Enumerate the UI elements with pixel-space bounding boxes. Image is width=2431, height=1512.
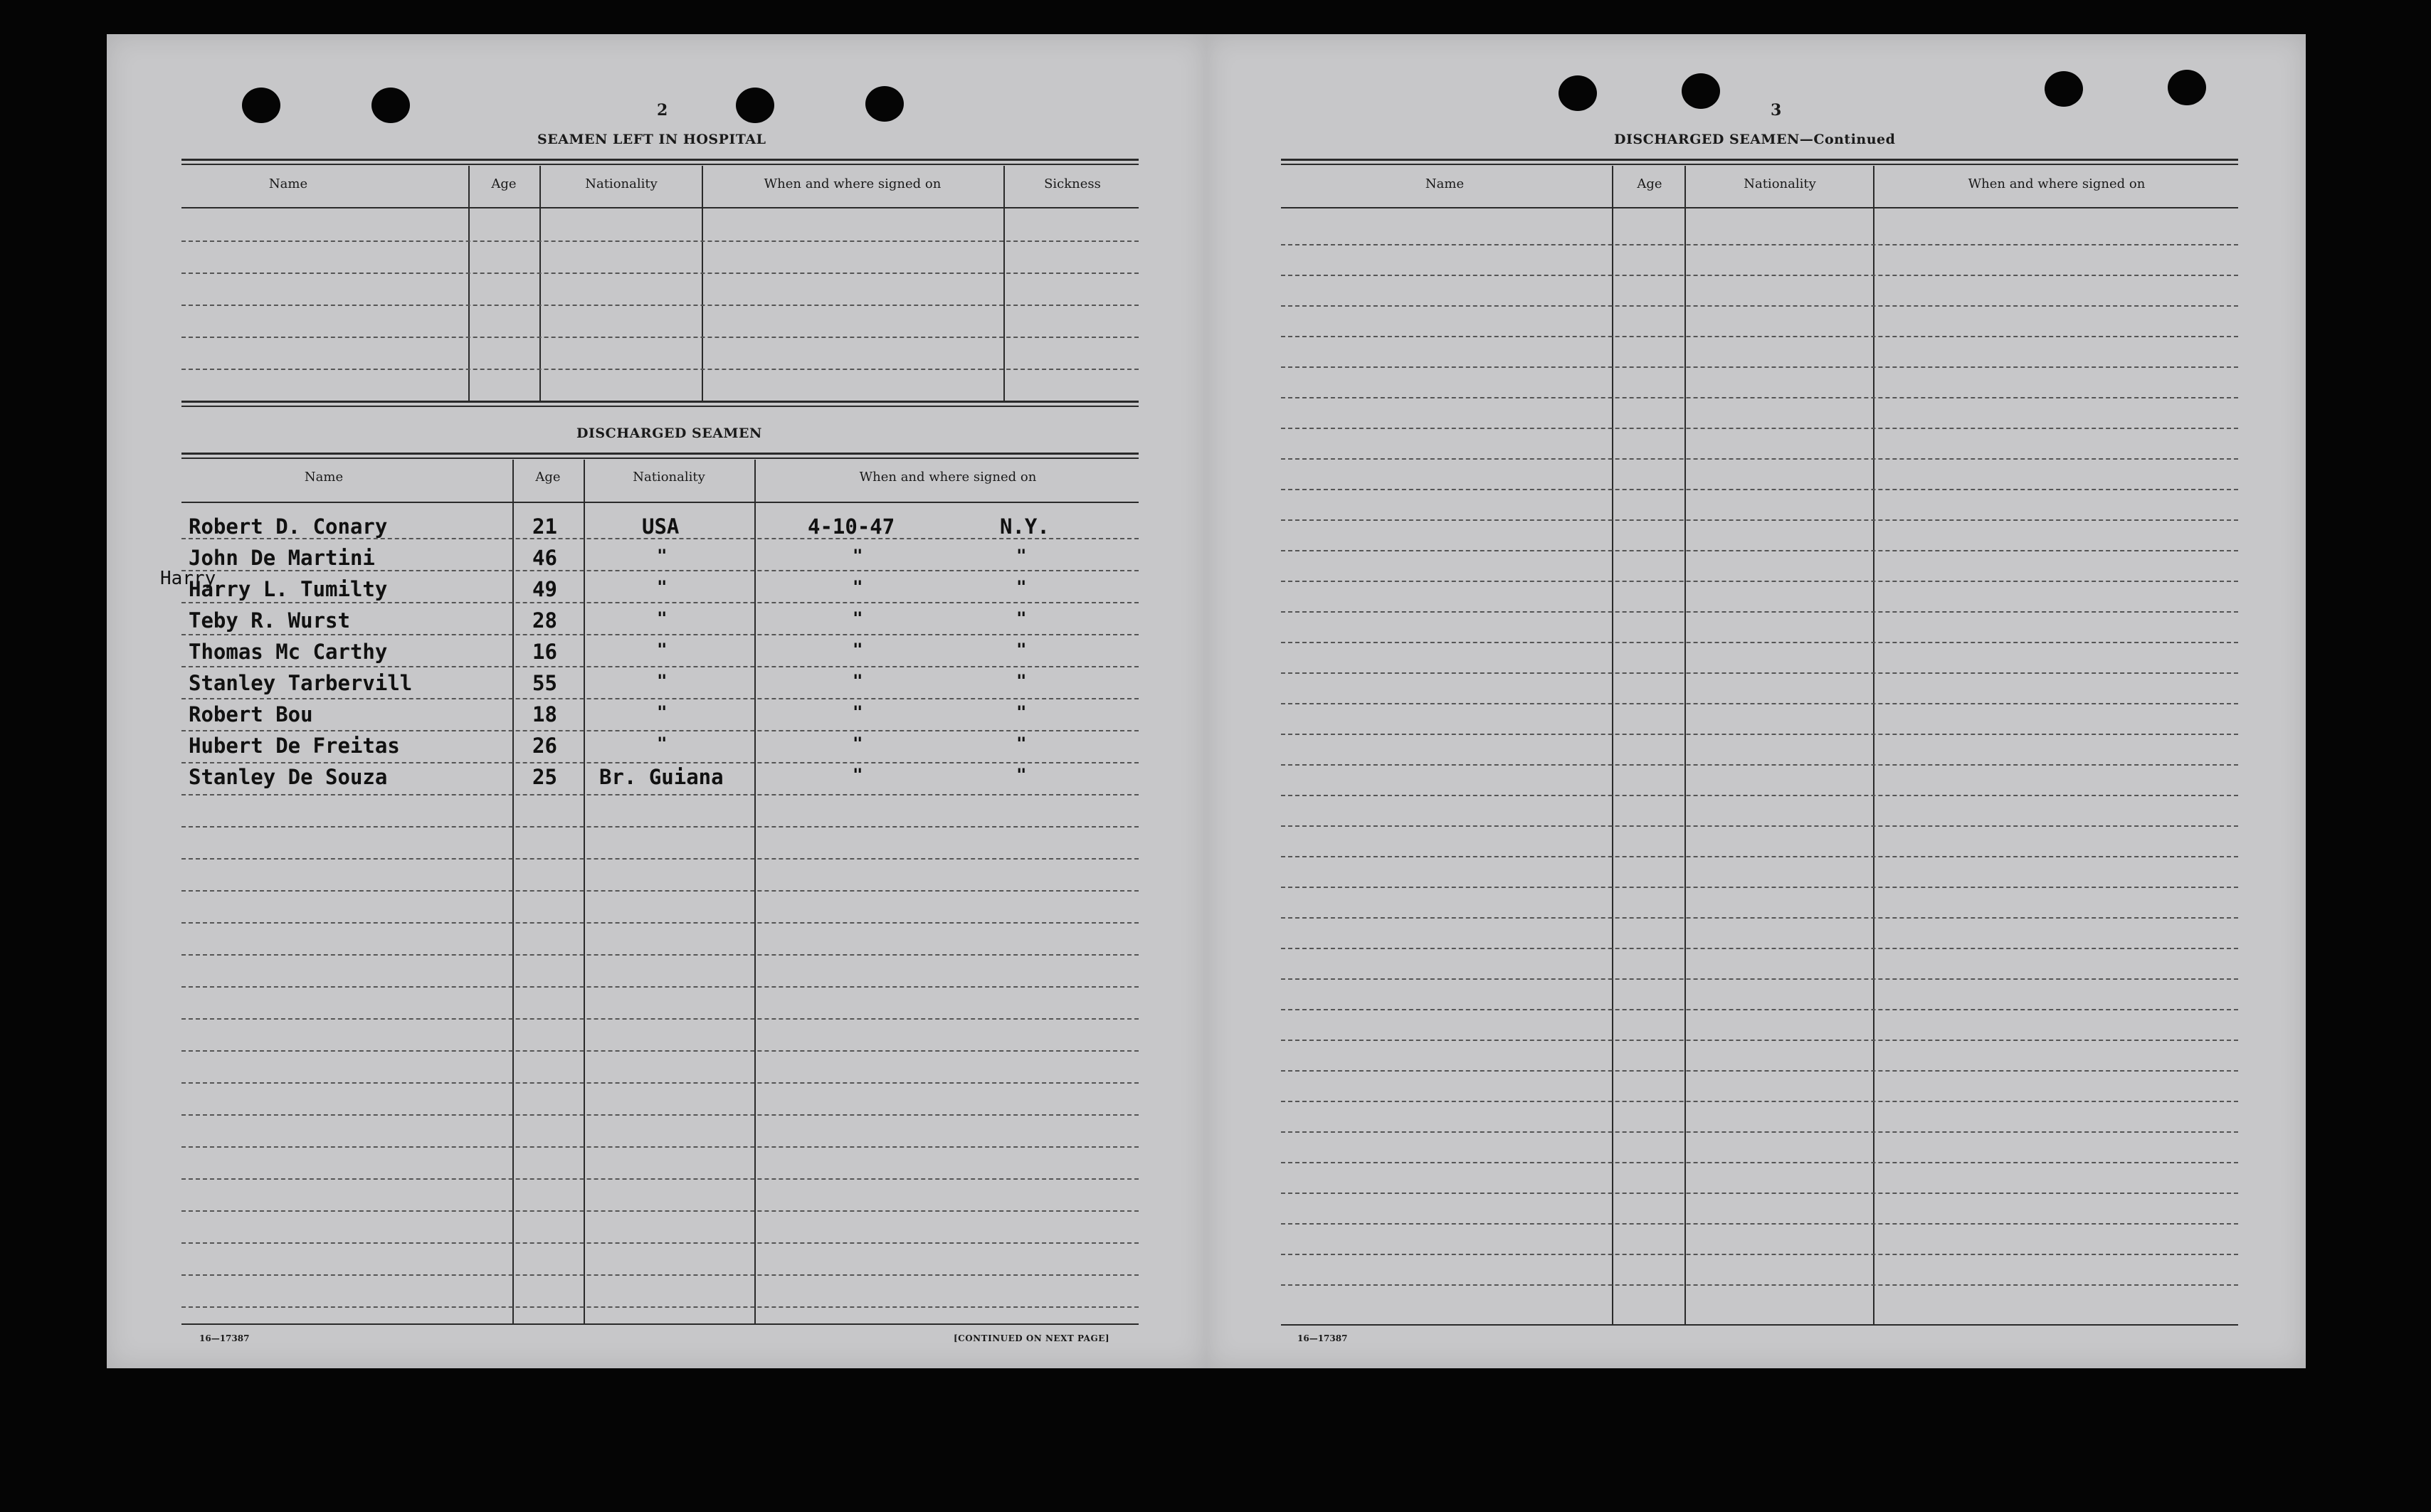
ruled-row [1281, 1101, 2238, 1102]
ruled-row [1281, 1193, 2238, 1194]
ruled-row [181, 762, 1139, 763]
ruled-row [181, 922, 1139, 924]
entry-age: 28 [532, 608, 557, 633]
col-header-name: Name [1425, 176, 1465, 191]
ruled-row [181, 337, 1139, 338]
ruled-row [1281, 336, 2238, 337]
ruled-row [181, 730, 1139, 731]
col-divider [1612, 166, 1613, 1326]
ruled-row [181, 305, 1139, 306]
ruled-row [1281, 458, 2238, 460]
entry-name: Stanley Tarbervill [189, 671, 413, 695]
entry-age: 46 [532, 546, 557, 570]
hospital-section-title: SEAMEN LEFT IN HOSPITAL [537, 132, 766, 147]
ruled-row [181, 1082, 1139, 1084]
col-header-age: Age [535, 470, 561, 485]
entry-age: 25 [532, 765, 557, 789]
ruled-row [1281, 795, 2238, 796]
punch-hole [1682, 73, 1720, 109]
entry-name: Thomas Mc Carthy [189, 640, 388, 664]
page-number: 2 [657, 101, 668, 120]
entry-date: " [853, 577, 863, 597]
ruled-row [1281, 550, 2238, 551]
entry-nationality: " [657, 671, 668, 691]
ruled-row [1281, 611, 2238, 613]
col-header-sickness: Sickness [1044, 176, 1101, 191]
table-rule [181, 401, 1139, 403]
punch-hole [371, 88, 410, 123]
col-header-age: Age [1637, 176, 1662, 191]
ruled-row [181, 954, 1139, 956]
entry-place: " [1016, 734, 1027, 754]
ruled-row [1281, 1070, 2238, 1072]
table-rule [1281, 164, 2238, 165]
ruled-row [181, 602, 1139, 603]
entry-date: " [853, 546, 863, 566]
entry-place: " [1016, 608, 1027, 628]
entry-nationality: " [657, 577, 668, 597]
ruled-row [181, 1242, 1139, 1244]
col-divider [539, 166, 541, 401]
ruled-row [1281, 1162, 2238, 1163]
entry-age: 21 [532, 514, 557, 539]
ruled-row [1281, 1131, 2238, 1133]
col-header-nationality: Nationality [585, 176, 658, 191]
ruled-row [181, 369, 1139, 370]
entry-nationality: " [657, 546, 668, 566]
ruled-row [181, 794, 1139, 795]
continued-section-title [1614, 132, 1895, 147]
ruled-row [1281, 764, 2238, 766]
col-header-nationality: Nationality [1744, 176, 1816, 191]
left-page [107, 34, 1206, 1368]
table-rule [181, 164, 1139, 165]
ruled-row [181, 1050, 1139, 1052]
table-rule [181, 1323, 1139, 1325]
entry-age: 49 [532, 577, 557, 601]
ruled-row [181, 1146, 1139, 1148]
ruled-row [181, 1114, 1139, 1116]
entry-age: 55 [532, 671, 557, 695]
entry-name: John De Martini [189, 546, 375, 570]
col-divider [468, 166, 470, 401]
ruled-row [181, 240, 1139, 242]
entry-place: " [1016, 765, 1027, 785]
entry-nationality: " [657, 640, 668, 660]
ruled-row [1281, 642, 2238, 643]
entry-age: 18 [532, 702, 557, 726]
punch-hole [865, 86, 904, 122]
ruled-row [181, 1274, 1139, 1276]
entry-place: " [1016, 546, 1027, 566]
ruled-row [1281, 1254, 2238, 1255]
table-rule [181, 159, 1139, 161]
ruled-row [181, 986, 1139, 988]
form-number: 16—17387 [199, 1333, 250, 1343]
col-header-signed-on: When and where signed on [1968, 176, 2146, 191]
col-divider [1684, 166, 1686, 1326]
table-rule [181, 458, 1139, 459]
entry-name: Teby R. Wurst [189, 608, 350, 633]
ruled-row [181, 273, 1139, 274]
entry-name: Robert D. Conary [189, 514, 388, 539]
ruled-row [1281, 1223, 2238, 1225]
entry-place: " [1016, 702, 1027, 722]
ruled-row [181, 858, 1139, 860]
entry-date: 4-10-47 [808, 514, 895, 539]
table-rule [1281, 159, 2238, 161]
col-header-nationality: Nationality [633, 470, 705, 485]
entry-name: Harry L. Tumilty [189, 577, 388, 601]
ruled-row [1281, 887, 2238, 888]
col-header-name: Name [268, 176, 308, 191]
discharged-section-title: DISCHARGED SEAMEN [576, 425, 762, 441]
ruled-row [181, 570, 1139, 571]
table-rule [181, 502, 1139, 503]
ruled-row [1281, 825, 2238, 827]
entry-place: " [1016, 671, 1027, 691]
col-divider [1003, 166, 1005, 401]
entry-nationality: " [657, 734, 668, 754]
entry-nationality: " [657, 608, 668, 628]
ruled-row [1281, 856, 2238, 857]
ruled-row [1281, 672, 2238, 674]
ruled-row [181, 826, 1139, 828]
ruled-row [1281, 275, 2238, 276]
table-rule [1281, 1324, 2238, 1326]
punch-hole [2045, 71, 2083, 107]
entry-date: " [853, 734, 863, 754]
entry-age: 26 [532, 734, 557, 758]
section-title-text: DISCHARGED SEAMEN [1614, 132, 1800, 147]
col-header-signed-on: When and where signed on [859, 470, 1037, 485]
entry-place: " [1016, 640, 1027, 660]
ruled-row [181, 1306, 1139, 1308]
ruled-row [181, 634, 1139, 635]
ruled-row [1281, 489, 2238, 490]
entry-date: " [853, 765, 863, 785]
ruled-row [181, 666, 1139, 667]
entry-place: N.Y. [1000, 514, 1050, 539]
entry-place: " [1016, 577, 1027, 597]
entry-nationality: " [657, 702, 668, 722]
page-number: 3 [1771, 101, 1782, 120]
ruled-row [181, 1210, 1139, 1212]
entry-name: Hubert De Freitas [189, 734, 400, 758]
ruled-row [181, 890, 1139, 892]
ruled-row [1281, 948, 2238, 949]
table-rule [181, 406, 1139, 407]
ruled-row [1281, 917, 2238, 919]
ruled-row [1281, 581, 2238, 582]
entry-age: 16 [532, 640, 557, 664]
ruled-row [181, 698, 1139, 699]
ruled-row [1281, 1009, 2238, 1010]
ruled-row [181, 1178, 1139, 1180]
table-rule [181, 453, 1139, 455]
ruled-row [1281, 1284, 2238, 1286]
ruled-row [1281, 703, 2238, 704]
ruled-row [1281, 244, 2238, 245]
entry-date: " [853, 671, 863, 691]
entry-nationality: USA [642, 514, 680, 539]
right-page [1206, 34, 2306, 1368]
col-header-age: Age [491, 176, 517, 191]
punch-hole [736, 88, 774, 123]
ruled-row [1281, 519, 2238, 521]
continued-note: [CONTINUED ON NEXT PAGE] [954, 1333, 1110, 1343]
table-rule [1281, 207, 2238, 208]
entry-nationality: Br. Guiana [599, 765, 724, 789]
col-divider [754, 460, 756, 1324]
col-divider [1873, 166, 1874, 1326]
ruled-row [181, 1018, 1139, 1020]
col-header-signed-on: When and where signed on [764, 176, 942, 191]
ruled-row [1281, 428, 2238, 429]
entry-name: Stanley De Souza [189, 765, 388, 789]
entry-date: " [853, 640, 863, 660]
entry-date: " [853, 608, 863, 628]
ruled-row [1281, 305, 2238, 307]
punch-hole [2168, 70, 2206, 105]
handwritten-correction: Harry [160, 568, 216, 589]
ruled-row [1281, 397, 2238, 398]
ruled-row [1281, 1040, 2238, 1041]
entry-date: " [853, 702, 863, 722]
col-divider [702, 166, 703, 401]
punch-hole [1559, 75, 1597, 111]
col-divider [584, 460, 585, 1324]
ruled-row [1281, 978, 2238, 980]
form-number: 16—17387 [1297, 1333, 1348, 1343]
col-header-name: Name [304, 470, 344, 485]
col-divider [512, 460, 514, 1324]
ruled-row [1281, 734, 2238, 735]
entry-name: Robert Bou [189, 702, 313, 726]
section-title-suffix: —Continued [1799, 132, 1896, 147]
table-rule [181, 207, 1139, 208]
ruled-row [1281, 366, 2238, 368]
punch-hole [242, 88, 280, 123]
